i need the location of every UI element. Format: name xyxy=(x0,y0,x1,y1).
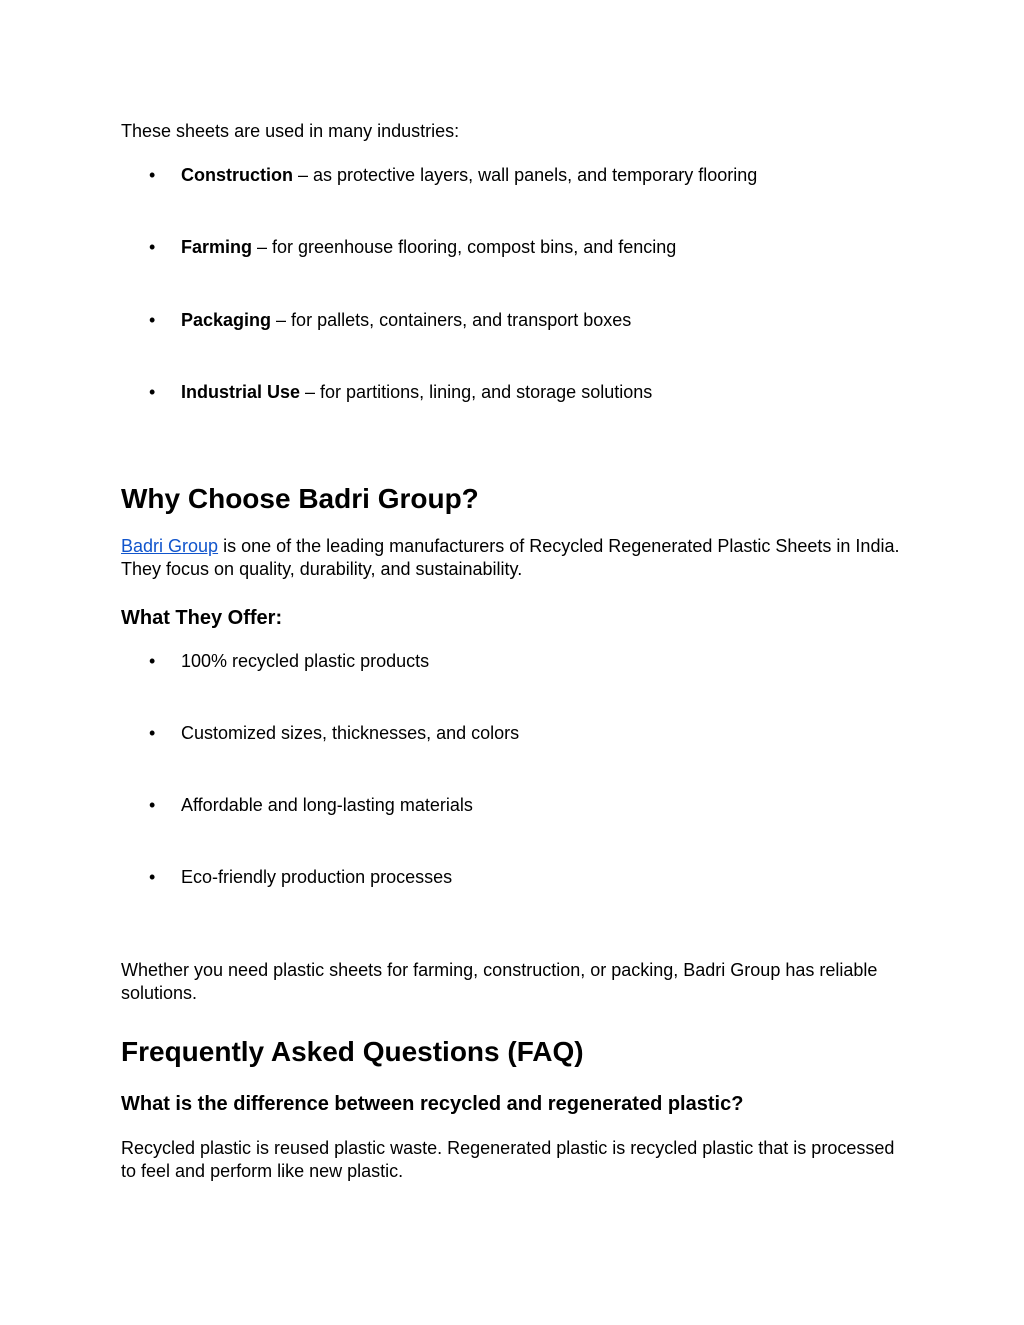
offer-item-text: Customized sizes, thicknesses, and colors xyxy=(181,723,520,743)
bullet-icon: • xyxy=(149,382,156,402)
bullet-icon: • xyxy=(149,310,156,330)
list-item-desc: – as protective layers, wall panels, and temporary flooring xyxy=(293,165,758,185)
list-item-desc: – for partitions, lining, and storage solutions xyxy=(300,382,653,402)
bullet-icon: • xyxy=(149,795,156,815)
closing-paragraph: Whether you need plastic sheets for farming, construction, or packing, Badri Group has reliable solutions. xyxy=(121,960,878,1003)
faq-question: What is the difference between recycled and regenerated plastic? xyxy=(121,1093,744,1115)
section-heading-why: Why Choose Badri Group? xyxy=(121,483,479,514)
offer-item-text: 100% recycled plastic products xyxy=(181,651,430,671)
bullet-icon: • xyxy=(149,651,156,671)
offer-item-text: Affordable and long-lasting materials xyxy=(181,795,473,815)
section-heading-faq: Frequently Asked Questions (FAQ) xyxy=(121,1036,584,1067)
bullet-icon: • xyxy=(149,723,156,743)
faq-answer: Recycled plastic is reused plastic waste. Regenerated plastic is recycled plastic that is processed to feel and perform like new plastic. xyxy=(121,1138,895,1181)
why-paragraph-text: is one of the leading manufacturers of Recycled Regenerated Plastic Sheets in India. They focus on quality, durability, and sustainability. xyxy=(121,536,900,579)
list-item-desc: – for pallets, containers, and transport boxes xyxy=(271,310,632,330)
list-item-term: Farming xyxy=(181,237,253,257)
offer-item-text: Eco-friendly production processes xyxy=(181,867,453,887)
list-item-term: Packaging xyxy=(181,310,272,330)
badri-group-link[interactable]: Badri Group xyxy=(121,536,219,556)
bullet-icon: • xyxy=(149,867,156,887)
bullet-icon: • xyxy=(149,237,156,257)
list-item-term: Industrial Use xyxy=(181,382,301,402)
why-paragraph xyxy=(121,535,911,581)
intro-text: These sheets are used in many industries: xyxy=(121,121,460,141)
list-item-desc: – for greenhouse flooring, compost bins, and fencing xyxy=(252,237,677,257)
bullet-icon: • xyxy=(149,165,156,185)
offer-heading: What They Offer: xyxy=(121,607,283,629)
list-item-term: Construction xyxy=(181,165,293,185)
